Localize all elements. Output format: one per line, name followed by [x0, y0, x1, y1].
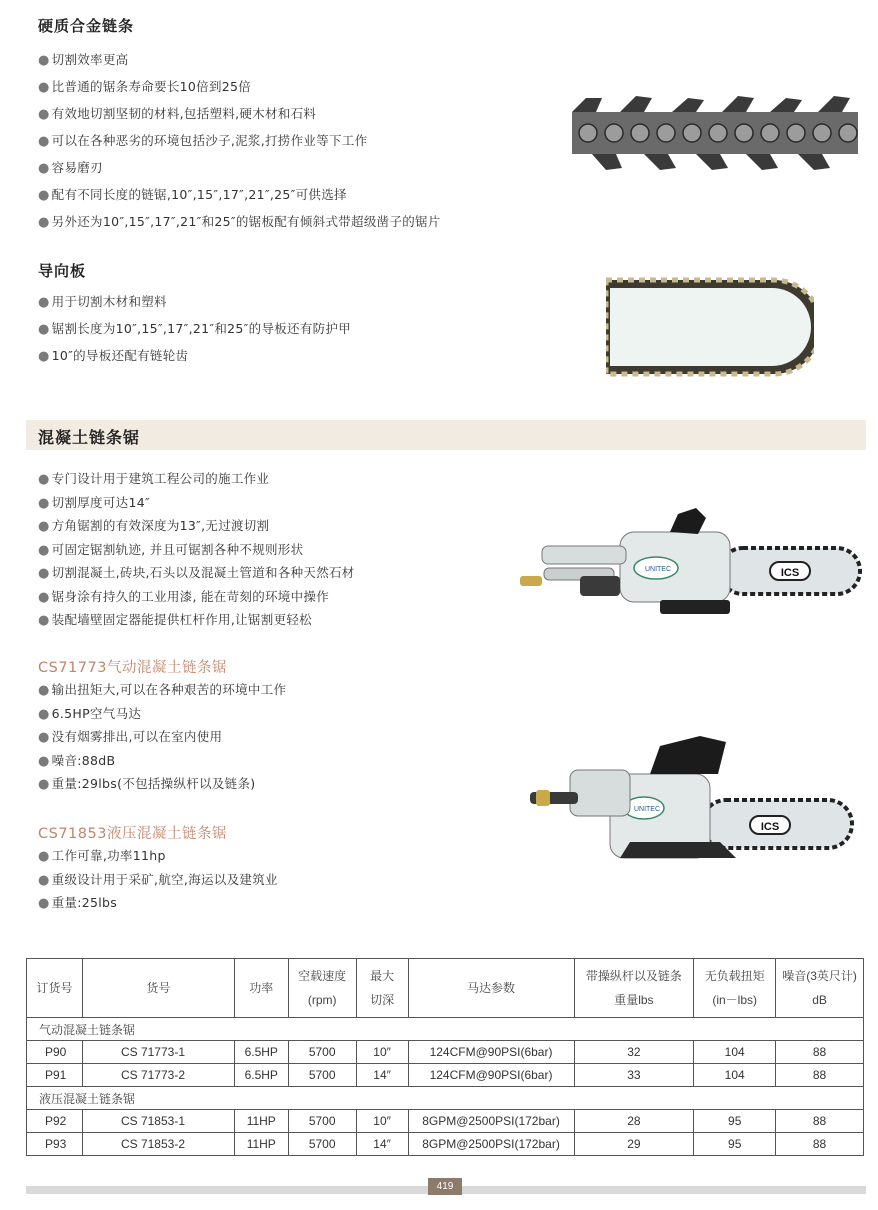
- header-motor-params: 马达参数: [408, 959, 574, 1018]
- cell-depth: 14″: [356, 1064, 408, 1087]
- guide-bar-image: [606, 270, 814, 384]
- carbide-chain-bullet-list: [38, 47, 441, 236]
- header-no-load-speed: 空载速度 (rpm): [288, 959, 356, 1018]
- list-item: ● 用于切割木材和塑料: [38, 294, 167, 310]
- model-title-cs71773: CS71773气动混凝土链条锯: [38, 660, 227, 676]
- cell-noise: 88: [776, 1041, 864, 1064]
- table-row: [27, 1110, 864, 1133]
- table-group-row: [27, 1018, 864, 1041]
- list-item: ● 方角锯割的有效深度为13″,无过渡切割: [38, 518, 270, 534]
- model-cs71853-bullet-list: [38, 845, 278, 916]
- list-item: ● 配有不同长度的链锯,10″,15″,17″,21″,25″可供选择: [38, 187, 347, 203]
- cell-speed: 5700: [288, 1110, 356, 1133]
- list-item: ● 切割厚度可达14″: [38, 494, 150, 511]
- cell-motor: 8GPM@2500PSI(172bar): [408, 1110, 574, 1133]
- ics-logo: ICS: [760, 821, 780, 833]
- table-header-row: [27, 959, 864, 1018]
- cell-noise: 88: [776, 1064, 864, 1087]
- header-power: 功率: [234, 959, 288, 1018]
- carbide-chain-image: [572, 92, 858, 174]
- cell-depth: 10″: [356, 1041, 408, 1064]
- unitec-logo: UNITEC: [644, 566, 672, 573]
- list-item: ● 重量:25lbs: [38, 895, 118, 911]
- cell-order-no: P93: [27, 1133, 83, 1156]
- ics-logo: ICS: [780, 567, 800, 579]
- list-item: ● 可以在各种恶劣的环境包括沙子,泥浆,打捞作业等下工作: [38, 133, 368, 149]
- list-item: ● 10″的导板还配有链轮齿: [38, 348, 189, 364]
- cell-order-no: P92: [27, 1110, 83, 1133]
- cell-weight: 33: [574, 1064, 694, 1087]
- cell-power: 11HP: [234, 1110, 288, 1133]
- cell-torque: 104: [694, 1041, 776, 1064]
- list-item: ● 锯割长度为10″,15″,17″,21″和25″的导板还有防护甲: [38, 321, 352, 337]
- section-title-guide-bar: 导向板: [38, 262, 87, 280]
- cell-noise: 88: [776, 1110, 864, 1133]
- section-title: 混凝土链条锯: [38, 428, 141, 447]
- header-item-no: 货号: [82, 959, 234, 1018]
- list-item: ● 切割效率更高: [38, 52, 129, 68]
- list-item: ● 装配墙壁固定器能提供杠杆作用,让锯割更轻松: [38, 612, 312, 628]
- list-item: ● 比普通的锯条寿命要长10倍到25倍: [38, 79, 252, 95]
- cell-torque: 104: [694, 1064, 776, 1087]
- cell-noise: 88: [776, 1133, 864, 1156]
- cell-speed: 5700: [288, 1064, 356, 1087]
- list-item: ● 可固定锯割轨迹, 并且可锯割各种不规则形状: [38, 541, 304, 558]
- list-item: ● 重级设计用于采矿,航空,海运以及建筑业: [38, 871, 278, 888]
- section-header-concrete-chain-saw: [26, 420, 866, 450]
- list-item: ● 切割混凝土,砖块,石头以及混凝土管道和各种天然石材: [38, 565, 355, 581]
- cell-power: 6.5HP: [234, 1064, 288, 1087]
- cell-item-no: CS 71853-2: [82, 1133, 234, 1156]
- model-cs71773-bullet-list: [38, 679, 286, 797]
- list-item: ● 6.5HP空气马达: [38, 705, 142, 722]
- table-row: [27, 1133, 864, 1156]
- cell-torque: 95: [694, 1110, 776, 1133]
- list-item: ● 没有烟雾排出,可以在室内使用: [38, 729, 223, 745]
- cell-item-no: CS 71773-2: [82, 1064, 234, 1087]
- table-group-row: [27, 1087, 864, 1110]
- header-order-no: 订货号: [27, 959, 83, 1018]
- list-item: ● 重量:29lbs(不包括操纵杆以及链条): [38, 776, 256, 792]
- list-item: ● 工作可靠,功率11hp: [38, 848, 166, 864]
- cell-motor: 8GPM@2500PSI(172bar): [408, 1133, 574, 1156]
- guide-bar-bullet-list: [38, 289, 351, 370]
- list-item: ● 另外还为10″,15″,17″,21″和25″的锯板配有倾斜式带超级凿子的锯片: [38, 214, 441, 230]
- cell-weight: 28: [574, 1110, 694, 1133]
- list-item: ● 输出扭矩大,可以在各种艰苦的环境中工作: [38, 682, 287, 698]
- list-item: ● 锯身涂有持久的工业用漆, 能在苛刻的环境中操作: [38, 588, 330, 605]
- spec-table: [26, 958, 864, 1156]
- cell-depth: 10″: [356, 1110, 408, 1133]
- list-item: ● 专门设计用于建筑工程公司的施工作业: [38, 471, 270, 487]
- list-item: ● 噪音:88dB: [38, 752, 116, 769]
- model-title-cs71853: CS71853液压混凝土链条锯: [38, 826, 227, 842]
- unitec-logo: UNITEC: [633, 806, 661, 813]
- cell-item-no: CS 71773-1: [82, 1041, 234, 1064]
- list-item: ● 容易磨刃: [38, 160, 103, 176]
- cell-weight: 32: [574, 1041, 694, 1064]
- cell-motor: 124CFM@90PSI(6bar): [408, 1064, 574, 1087]
- group-label-hydraulic: 液压混凝土链条锯: [27, 1087, 864, 1110]
- cell-order-no: P90: [27, 1041, 83, 1064]
- header-torque: 无负载扭矩 (in－lbs): [694, 959, 776, 1018]
- list-item: ● 有效地切割坚韧的材料,包括塑料,硬木材和石料: [38, 106, 317, 122]
- concrete-saw-bullet-list: [38, 468, 355, 633]
- cell-speed: 5700: [288, 1133, 356, 1156]
- cell-power: 6.5HP: [234, 1041, 288, 1064]
- header-max-depth: 最大 切深: [356, 959, 408, 1018]
- table-row: [27, 1041, 864, 1064]
- table-row: [27, 1064, 864, 1087]
- header-weight: 带操纵杆以及链条 重量lbs: [574, 959, 694, 1018]
- cell-depth: 14″: [356, 1133, 408, 1156]
- cell-motor: 124CFM@90PSI(6bar): [408, 1041, 574, 1064]
- header-noise: 噪音(3英尺计) dB: [776, 959, 864, 1018]
- hydraulic-chain-saw-image: [530, 730, 860, 865]
- pneumatic-chain-saw-image: [520, 506, 866, 620]
- cell-speed: 5700: [288, 1041, 356, 1064]
- cell-weight: 29: [574, 1133, 694, 1156]
- cell-item-no: CS 71853-1: [82, 1110, 234, 1133]
- cell-torque: 95: [694, 1133, 776, 1156]
- section-title-carbide-chain: 硬质合金链条: [38, 17, 135, 35]
- cell-order-no: P91: [27, 1064, 83, 1087]
- page-number: 419: [428, 1178, 462, 1195]
- cell-power: 11HP: [234, 1133, 288, 1156]
- group-label-pneumatic: 气动混凝土链条锯: [27, 1018, 864, 1041]
